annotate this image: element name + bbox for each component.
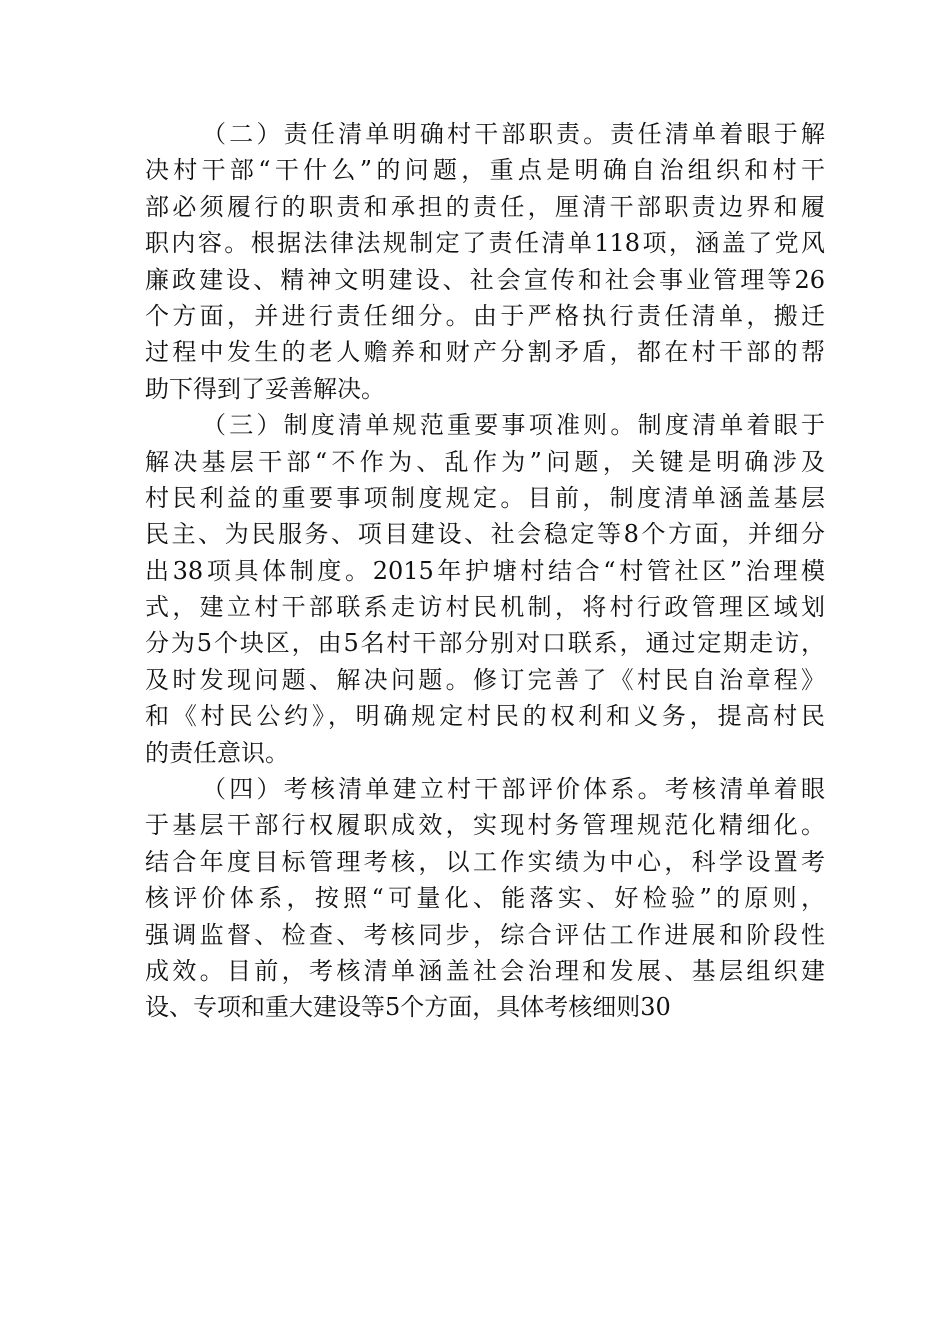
text-line: 于基层干部行权履职成效，实现村务管理规范化精细化。 bbox=[145, 811, 825, 840]
text-line: 结合年度目标管理考核，以工作实绩为中心，科学设置考 bbox=[145, 847, 825, 876]
paragraph-assessment-list bbox=[145, 771, 825, 1026]
text-line: 廉政建设、精神文明建设、社会宣传和社会事业管理等26 bbox=[145, 265, 825, 294]
text-line: （四）考核清单建立村干部评价体系。考核清单着眼 bbox=[202, 775, 825, 804]
body-text bbox=[145, 116, 825, 1026]
text-line: 出38项具体制度。2015年护塘村结合“村管社区”治理模 bbox=[145, 556, 825, 585]
text-line: （二）责任清单明确村干部职责。责任清单着眼于解 bbox=[202, 120, 825, 148]
text-line: 过程中发生的老人赡养和财产分割矛盾，都在村干部的帮 bbox=[145, 338, 825, 367]
text-line: 决村干部“干什么”的问题，重点是明确自治组织和村干 bbox=[145, 156, 825, 185]
text-line: 核评价体系，按照“可量化、能落实、好检验”的原则， bbox=[145, 884, 825, 913]
text-line: 村民利益的重要事项制度规定。目前，制度清单涵盖基层 bbox=[145, 483, 825, 512]
text-line: 解决基层干部“不作为、乱作为”问题，关键是明确涉及 bbox=[145, 447, 825, 476]
text-line: 成效。目前，考核清单涵盖社会治理和发展、基层组织建 bbox=[145, 956, 825, 985]
text-line: 的责任意识。 bbox=[145, 738, 289, 767]
text-line: 部必须履行的职责和承担的责任，厘清干部职责边界和履 bbox=[145, 192, 825, 221]
text-line: 职内容。根据法律法规制定了责任清单118项，涵盖了党风 bbox=[145, 229, 825, 258]
paragraph-responsibility-list bbox=[145, 116, 825, 407]
text-line: 强调监督、检查、考核同步，综合评估工作进展和阶段性 bbox=[145, 920, 825, 949]
text-line: 和《村民公约》，明确规定村民的权利和义务，提高村民 bbox=[145, 702, 825, 731]
text-line: 设、专项和重大建设等5个方面，具体考核细则30 bbox=[145, 993, 671, 1022]
text-line: 助下得到了妥善解决。 bbox=[145, 374, 385, 403]
text-line: 民主、为民服务、项目建设、社会稳定等8个方面，并细分 bbox=[145, 520, 825, 549]
text-line: 及时发现问题、解决问题。修订完善了《村民自治章程》 bbox=[145, 665, 825, 694]
text-line: 分为5个块区，由5名村干部分别对口联系，通过定期走访， bbox=[145, 629, 825, 658]
paragraph-system-list bbox=[145, 407, 825, 771]
text-line: （三）制度清单规范重要事项准则。制度清单着眼于 bbox=[202, 411, 825, 440]
text-line: 式，建立村干部联系走访村民机制，将村行政管理区域划 bbox=[145, 593, 825, 622]
text-line: 个方面，并进行责任细分。由于严格执行责任清单，搬迁 bbox=[145, 301, 825, 330]
